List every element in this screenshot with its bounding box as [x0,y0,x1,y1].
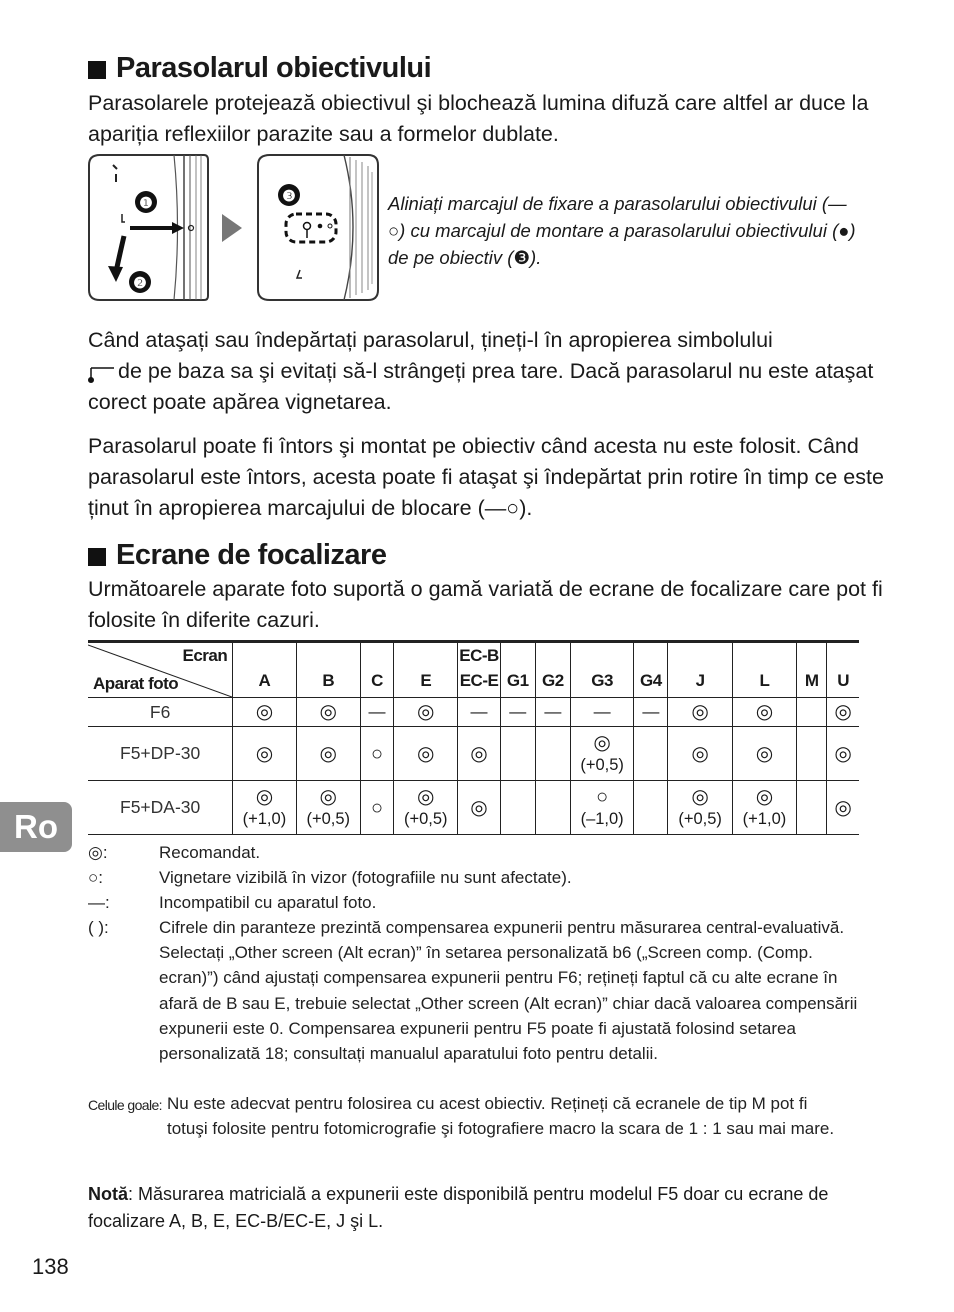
table-corner-cell [88,642,233,698]
table-row [88,781,859,835]
recommended-icon: ◎ [319,701,337,723]
compatibility-cell [394,781,458,835]
compatibility-cell [732,727,796,781]
compatibility-cell [458,727,500,781]
compatibility-cell [296,727,360,781]
lens-hood-illustration [86,152,382,304]
compatibility-cell [797,698,827,727]
recommended-icon: ◎ [593,731,611,754]
recommended-icon: ◎ [691,701,709,723]
compatibility-cell [732,698,796,727]
compatibility-cell [233,727,296,781]
column-header: A [233,642,296,698]
camera-name-cell: F5+DA-30 [88,781,233,835]
exposure-compensation-value: (+1,0) [242,809,287,828]
recommended-icon: ◎ [691,785,709,808]
page-number: 138 [32,1254,69,1279]
recommended-icon: ◎ [691,742,709,765]
compatibility-cell [668,698,732,727]
recommended-icon: ◎ [470,742,488,765]
compatibility-cell [360,727,393,781]
incompatible-dash: — [593,702,611,721]
legend-item: ○: Vignetare vizibilă în vizor (fotografiile nu sunt afectate). [88,868,572,887]
illustration-caption: Aliniați marcajul de fixare a parasolarului obiectivului (—○) cu marcajul de montare a parasolarului obiectivului (●) de pe obiectiv (❸). [388,193,856,268]
compatibility-cell [570,781,633,835]
compatibility-cell [668,781,732,835]
recommended-icon: ◎ [755,785,774,808]
recommended-icon: ◎ [417,742,435,765]
compatibility-cell [233,781,296,835]
column-header: B [296,642,360,698]
incompatible-dash: — [509,702,527,721]
column-header: E [394,642,458,698]
callout-3: ❸ [282,188,296,205]
column-header: C [360,642,393,698]
compatibility-cell [797,727,827,781]
compatibility-cell [827,781,859,835]
attach-hood-paragraph: Când ataşați sau îndepărtați parasolarul, țineți-l în apropierea simbolului de pe baza sa şi evitați să-l strângeți prea tare. Dacă parasolarul nu este ataşat corect poate apărea vignetarea. [88,328,874,414]
column-header: L [732,642,796,698]
exposure-compensation-value: (+0,5) [403,809,448,828]
compatibility-cell [500,698,535,727]
column-header: G2 [535,642,570,698]
metering-note: Notă: Măsurarea matricială a expunerii este disponibilă pentru modelul F5 doar cu ecrane de focalizare A, B, E, EC-B/EC-E, J şi L. [88,1184,829,1231]
recommended-icon: ◎ [255,701,274,723]
compatibility-cell [827,727,859,781]
section-title: Ecrane de focalizare [116,539,387,571]
focusing-screen-table [88,640,859,835]
hood-base-symbol-icon [88,362,114,382]
camera-name-cell: F6 [88,698,233,727]
compatibility-cell [394,698,458,727]
exposure-compensation-value: (+0,5) [580,755,624,774]
exposure-compensation-value: (+0,5) [306,809,351,828]
section-title: Parasolarul obiectivului [116,52,432,84]
column-header: G4 [634,642,668,698]
compatibility-cell [360,781,393,835]
compatibility-cell [535,727,570,781]
screen-axis-label: Ecran [182,646,228,665]
recommended-icon: ◎ [417,785,435,808]
camera-name-cell: F5+DP-30 [88,727,233,781]
recommended-icon: ◎ [319,785,337,808]
callout-2: ❷ [133,275,147,292]
column-header: J [668,642,732,698]
compatibility-cell [360,698,393,727]
compatibility-cell [797,781,827,835]
column-header: M [797,642,827,698]
recommended-icon: ◎ [255,742,274,765]
exposure-compensation-value: (–1,0) [580,809,624,828]
compatibility-cell [500,781,535,835]
recommended-icon: ◎ [834,701,852,723]
table-row [88,727,859,781]
compatibility-cell [458,698,500,727]
lens-hood-diagram [86,152,382,304]
exposure-compensation-value: (+1,0) [742,809,787,828]
recommended-icon: ◎ [417,701,435,723]
camera-axis-label: Aparat foto [93,674,179,693]
incompatible-dash: — [368,702,386,721]
recommended-icon: ◎ [255,785,274,808]
table-header-row [88,642,859,698]
column-header: U [827,642,859,698]
section-heading-lens-hood [88,52,431,85]
recommended-icon: ◎ [755,701,774,723]
compatibility-cell [394,727,458,781]
recommended-icon: ◎ [755,742,774,765]
legend-item: ◎: Recomandat. [88,843,261,862]
lens-hood-intro: Parasolarele protejează obiectivul şi blochează lumina difuză care altfel ar duce la apariția reflexiilor parazite sau a formelor dublate. [88,91,869,146]
reverse-hood-paragraph: Parasolarul poate fi întors şi montat pe obiectiv când acesta nu este folosit. Când parasolarul este întors, acesta poate fi ataşat şi îndepărtat prin rotire în timp ce este ținut în apropierea marcajului de blocare (—○). [88,434,884,520]
legend-item: —: Incompatibil cu aparatul foto. [88,893,377,912]
vignetting-icon: ○ [370,796,384,819]
incompatible-dash: — [544,702,562,721]
compatibility-cell [827,698,859,727]
incompatible-dash: — [642,702,660,721]
compatibility-cell [535,698,570,727]
section-heading-focusing-screens [88,539,386,572]
recommended-icon: ◎ [834,796,852,819]
recommended-icon: ◎ [834,742,852,765]
compatibility-cell [668,727,732,781]
compatibility-cell [535,781,570,835]
table-legend: ◎: Recomandat. ○: Vignetare vizibilă în vizor (fotografiile nu sunt afectate). —: Incompatibil cu aparatul foto. ( ): Cifrele din paranteze prezintă compensarea expunerii pentru măsurarea central-evaluativă. Selectați „Other screen (Alt ecran)” în setarea personalizată b6 („Screen comp. (Comp. ecran)”) când ajustați compensarea expunerii pentru F6; rețineți faptul că cu alte ecrane în afară de B sau E, trebuie selectat „Other screen (Alt ecran)” chiar dacă valoarea compensării expunerii este 0. Compensarea expunerii pentru F5 poate fi ajustată folosind setarea personalizată 18; consultați manualul aparatului foto pentru detalii. [88,840,868,1100]
recommended-icon: ◎ [470,796,488,819]
vignetting-icon: ○ [370,742,384,765]
column-header: G3 [570,642,633,698]
compatibility-cell [233,698,296,727]
compatibility-cell [634,727,668,781]
compatibility-cell [570,698,633,727]
compatibility-cell [296,698,360,727]
recommended-icon: ◎ [319,742,337,765]
compatibility-cell [458,781,500,835]
column-header: G1 [500,642,535,698]
compatibility-cell [500,727,535,781]
compatibility-cell [634,781,668,835]
compatibility-cell [634,698,668,727]
compatibility-cell [732,781,796,835]
incompatible-dash: — [470,702,488,721]
language-tab: Ro [0,802,72,852]
table-row [88,698,859,727]
compatibility-cell [296,781,360,835]
column-header: EC-B EC-E [458,642,500,698]
compatibility-cell [570,727,633,781]
section-square-icon [88,61,106,79]
exposure-compensation-value: (+0,5) [678,809,722,828]
section-square-icon [88,548,106,566]
focusing-screens-intro: Următoarele aparate foto suportă o gamă variată de ecrane de focalizare care pot fi folosite în diferite cazuri. [88,577,883,632]
vignetting-icon: ○ [596,785,609,808]
callout-1: ❶ [139,195,153,212]
